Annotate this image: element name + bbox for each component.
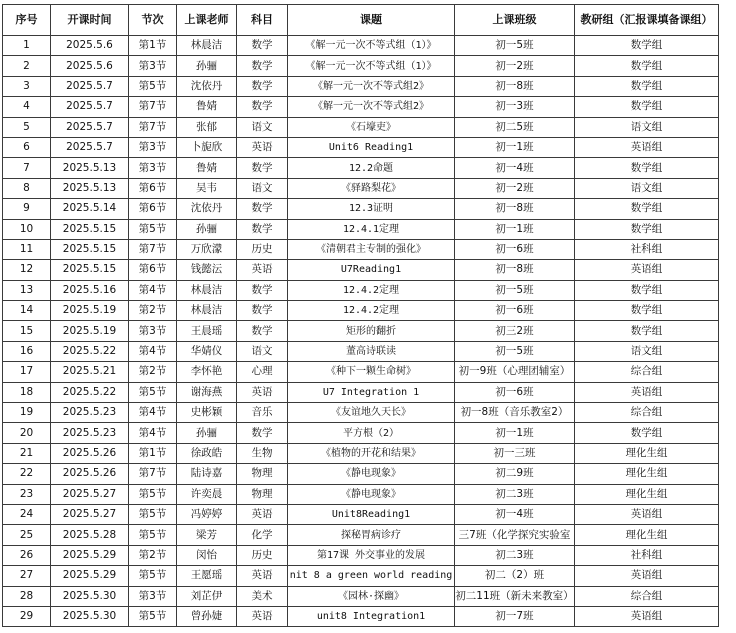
table-row [3, 280, 719, 300]
cell-class[interactable]: 初二9班 [455, 464, 575, 484]
header-cell-group[interactable]: 教研组（汇报课填备课组） [575, 5, 719, 36]
cell-period[interactable]: 第7节 [129, 97, 177, 117]
cell-group[interactable]: 英语组 [575, 137, 719, 157]
cell-index[interactable]: 15 [3, 321, 51, 341]
cell-subject[interactable]: 物理 [237, 484, 288, 504]
cell-teacher[interactable]: 吴韦 [177, 178, 237, 198]
table-row [3, 362, 719, 382]
cell-group[interactable]: 数学组 [575, 76, 719, 96]
cell-class[interactable]: 初一3班 [455, 97, 575, 117]
cell-group[interactable]: 语文组 [575, 341, 719, 361]
cell-teacher[interactable]: 华婧仪 [177, 341, 237, 361]
cell-topic[interactable]: 董高诗联读 [288, 341, 455, 361]
cell-class[interactable]: 初一7班 [455, 606, 575, 626]
table-row [3, 484, 719, 504]
table-body [3, 36, 719, 627]
cell-period[interactable]: 第5节 [129, 566, 177, 586]
schedule-table [2, 4, 719, 627]
cell-index[interactable]: 28 [3, 586, 51, 606]
cell-date[interactable]: 2025.5.30 [51, 606, 129, 626]
cell-date[interactable]: 2025.5.7 [51, 76, 129, 96]
cell-class[interactable]: 初一1班 [455, 423, 575, 443]
cell-topic[interactable]: nit 8 a green world reading [288, 566, 455, 586]
table-row [3, 504, 719, 524]
cell-teacher[interactable]: 卜旎欣 [177, 137, 237, 157]
cell-period[interactable]: 第2节 [129, 545, 177, 565]
cell-index[interactable]: 6 [3, 137, 51, 157]
cell-teacher[interactable]: 王愿瑶 [177, 566, 237, 586]
cell-period[interactable]: 第4节 [129, 280, 177, 300]
cell-teacher[interactable]: 万欣濛 [177, 239, 237, 259]
cell-date[interactable]: 2025.5.22 [51, 341, 129, 361]
cell-index[interactable]: 3 [3, 76, 51, 96]
cell-group[interactable]: 综合组 [575, 586, 719, 606]
cell-teacher[interactable]: 冯婷婷 [177, 504, 237, 524]
cell-group[interactable]: 数学组 [575, 56, 719, 76]
cell-teacher[interactable]: 沈依丹 [177, 199, 237, 219]
cell-index[interactable]: 10 [3, 219, 51, 239]
cell-subject[interactable]: 数学 [237, 97, 288, 117]
cell-date[interactable]: 2025.5.15 [51, 260, 129, 280]
cell-subject[interactable]: 数学 [237, 321, 288, 341]
cell-subject[interactable]: 语文 [237, 117, 288, 137]
cell-subject[interactable]: 英语 [237, 606, 288, 626]
cell-group[interactable]: 数学组 [575, 280, 719, 300]
cell-period[interactable]: 第3节 [129, 137, 177, 157]
cell-date[interactable]: 2025.5.7 [51, 137, 129, 157]
cell-date[interactable]: 2025.5.22 [51, 382, 129, 402]
cell-subject[interactable]: 英语 [237, 382, 288, 402]
cell-index[interactable]: 23 [3, 484, 51, 504]
header-row [3, 5, 719, 36]
cell-index[interactable]: 29 [3, 606, 51, 626]
table-row [3, 321, 719, 341]
cell-group[interactable]: 综合组 [575, 362, 719, 382]
cell-date[interactable]: 2025.5.13 [51, 158, 129, 178]
cell-subject[interactable]: 数学 [237, 199, 288, 219]
cell-group[interactable]: 英语组 [575, 504, 719, 524]
cell-group[interactable]: 语文组 [575, 117, 719, 137]
cell-index[interactable]: 20 [3, 423, 51, 443]
cell-class[interactable]: 初一4班 [455, 158, 575, 178]
cell-topic[interactable]: 平方根（2） [288, 423, 455, 443]
cell-class[interactable]: 初一5班 [455, 280, 575, 300]
spreadsheet [2, 4, 719, 627]
cell-group[interactable]: 数学组 [575, 423, 719, 443]
cell-subject[interactable]: 语文 [237, 341, 288, 361]
cell-topic[interactable]: 12.2命题 [288, 158, 455, 178]
table-row [3, 382, 719, 402]
cell-period[interactable]: 第5节 [129, 484, 177, 504]
cell-index[interactable]: 12 [3, 260, 51, 280]
cell-topic[interactable]: 《静电现象》 [288, 464, 455, 484]
cell-class[interactable]: 初一4班 [455, 504, 575, 524]
cell-period[interactable]: 第1节 [129, 36, 177, 56]
cell-group[interactable]: 数学组 [575, 158, 719, 178]
cell-index[interactable]: 17 [3, 362, 51, 382]
cell-group[interactable]: 数学组 [575, 36, 719, 56]
cell-topic[interactable]: 《解一元一次不等式组2》 [288, 97, 455, 117]
cell-class[interactable]: 初三2班 [455, 321, 575, 341]
cell-period[interactable]: 第3节 [129, 56, 177, 76]
table-row [3, 545, 719, 565]
cell-period[interactable]: 第6节 [129, 178, 177, 198]
cell-subject[interactable]: 生物 [237, 443, 288, 463]
cell-class[interactable]: 初二5班 [455, 117, 575, 137]
cell-period[interactable]: 第7节 [129, 239, 177, 259]
header-cell-topic[interactable]: 课题 [288, 5, 455, 36]
cell-subject[interactable]: 历史 [237, 545, 288, 565]
cell-index[interactable]: 5 [3, 117, 51, 137]
cell-index[interactable]: 8 [3, 178, 51, 198]
cell-subject[interactable]: 英语 [237, 504, 288, 524]
cell-teacher[interactable]: 林晨洁 [177, 280, 237, 300]
cell-period[interactable]: 第5节 [129, 219, 177, 239]
cell-date[interactable]: 2025.5.27 [51, 504, 129, 524]
cell-class[interactable]: 初一6班 [455, 239, 575, 259]
cell-subject[interactable]: 英语 [237, 260, 288, 280]
cell-index[interactable]: 27 [3, 566, 51, 586]
cell-date[interactable]: 2025.5.6 [51, 56, 129, 76]
header-cell-class[interactable]: 上课班级 [455, 5, 575, 36]
cell-index[interactable]: 25 [3, 525, 51, 545]
table-row [3, 219, 719, 239]
table-row [3, 97, 719, 117]
cell-class[interactable]: 初一9班（心理团辅室） [455, 362, 575, 382]
cell-topic[interactable]: 《解一元一次不等式组（1）》 [288, 36, 455, 56]
cell-teacher[interactable]: 谢海燕 [177, 382, 237, 402]
cell-topic[interactable]: 12.4.1定理 [288, 219, 455, 239]
cell-subject[interactable]: 音乐 [237, 403, 288, 423]
table-row [3, 260, 719, 280]
cell-teacher[interactable]: 刘芷伊 [177, 586, 237, 606]
cell-teacher[interactable]: 林晨洁 [177, 36, 237, 56]
cell-date[interactable]: 2025.5.29 [51, 545, 129, 565]
cell-teacher[interactable]: 闵怡 [177, 545, 237, 565]
cell-class[interactable]: 初一6班 [455, 382, 575, 402]
cell-group[interactable]: 语文组 [575, 178, 719, 198]
cell-class[interactable]: 初一5班 [455, 36, 575, 56]
cell-class[interactable]: 初一1班 [455, 219, 575, 239]
cell-index[interactable]: 16 [3, 341, 51, 361]
cell-subject[interactable]: 历史 [237, 239, 288, 259]
cell-period[interactable]: 第3节 [129, 158, 177, 178]
cell-date[interactable]: 2025.5.26 [51, 443, 129, 463]
header-cell-date[interactable]: 开课时间 [51, 5, 129, 36]
cell-teacher[interactable]: 林晨洁 [177, 301, 237, 321]
cell-date[interactable]: 2025.5.15 [51, 219, 129, 239]
cell-index[interactable]: 4 [3, 97, 51, 117]
cell-topic[interactable]: 《解一元一次不等式组（1）》 [288, 56, 455, 76]
cell-topic[interactable]: 《园林·探幽》 [288, 586, 455, 606]
cell-topic[interactable]: 探秘胃病诊疗 [288, 525, 455, 545]
cell-class[interactable]: 初二3班 [455, 545, 575, 565]
table-row [3, 606, 719, 626]
cell-date[interactable]: 2025.5.19 [51, 301, 129, 321]
cell-class[interactable]: 初一三班 [455, 443, 575, 463]
cell-topic[interactable]: 矩形的翻折 [288, 321, 455, 341]
cell-index[interactable]: 22 [3, 464, 51, 484]
cell-teacher[interactable]: 钱懿沄 [177, 260, 237, 280]
cell-teacher[interactable]: 梁芳 [177, 525, 237, 545]
cell-period[interactable]: 第5节 [129, 525, 177, 545]
cell-subject[interactable]: 心理 [237, 362, 288, 382]
cell-period[interactable]: 第6节 [129, 260, 177, 280]
cell-subject[interactable]: 数学 [237, 56, 288, 76]
table-row [3, 586, 719, 606]
cell-subject[interactable]: 英语 [237, 566, 288, 586]
cell-topic[interactable]: 12.4.2定理 [288, 280, 455, 300]
cell-topic[interactable]: 《友谊地久天长》 [288, 403, 455, 423]
cell-teacher[interactable]: 徐政皓 [177, 443, 237, 463]
cell-class[interactable]: 初二（2）班 [455, 566, 575, 586]
cell-date[interactable]: 2025.5.23 [51, 403, 129, 423]
cell-teacher[interactable]: 李怀艳 [177, 362, 237, 382]
cell-topic[interactable]: 12.4.2定理 [288, 301, 455, 321]
table-row [3, 341, 719, 361]
cell-class[interactable]: 初一1班 [455, 137, 575, 157]
cell-class[interactable]: 初二3班 [455, 484, 575, 504]
cell-group[interactable]: 数学组 [575, 199, 719, 219]
cell-subject[interactable]: 美术 [237, 586, 288, 606]
cell-group[interactable]: 英语组 [575, 260, 719, 280]
cell-group[interactable]: 理化生组 [575, 525, 719, 545]
cell-teacher[interactable]: 孙骊 [177, 219, 237, 239]
cell-class[interactable]: 初一8班（音乐教室2） [455, 403, 575, 423]
cell-index[interactable]: 21 [3, 443, 51, 463]
header-cell-index[interactable]: 序号 [3, 5, 51, 36]
cell-topic[interactable]: U7 Integration 1 [288, 382, 455, 402]
cell-topic[interactable]: Unit6 Reading1 [288, 137, 455, 157]
cell-date[interactable]: 2025.5.23 [51, 423, 129, 443]
cell-period[interactable]: 第3节 [129, 586, 177, 606]
cell-index[interactable]: 1 [3, 36, 51, 56]
cell-date[interactable]: 2025.5.28 [51, 525, 129, 545]
table-row [3, 566, 719, 586]
cell-teacher[interactable]: 鲁婧 [177, 158, 237, 178]
table-row [3, 137, 719, 157]
cell-class[interactable]: 初一8班 [455, 76, 575, 96]
cell-period[interactable]: 第7节 [129, 117, 177, 137]
cell-group[interactable]: 数学组 [575, 97, 719, 117]
table-row [3, 158, 719, 178]
cell-period[interactable]: 第2节 [129, 301, 177, 321]
cell-subject[interactable]: 数学 [237, 301, 288, 321]
cell-group[interactable]: 英语组 [575, 606, 719, 626]
cell-period[interactable]: 第4节 [129, 423, 177, 443]
cell-topic[interactable]: 《驿路梨花》 [288, 178, 455, 198]
cell-group[interactable]: 理化生组 [575, 443, 719, 463]
cell-period[interactable]: 第5节 [129, 504, 177, 524]
cell-subject[interactable]: 数学 [237, 280, 288, 300]
cell-class[interactable]: 初一6班 [455, 301, 575, 321]
cell-class[interactable]: 初二11班（新未来教室） [455, 586, 575, 606]
cell-teacher[interactable]: 鲁婧 [177, 97, 237, 117]
cell-date[interactable]: 2025.5.30 [51, 586, 129, 606]
cell-subject[interactable]: 化学 [237, 525, 288, 545]
header-cell-subject[interactable]: 科目 [237, 5, 288, 36]
cell-index[interactable]: 11 [3, 239, 51, 259]
cell-class[interactable]: 初一5班 [455, 341, 575, 361]
cell-date[interactable]: 2025.5.14 [51, 199, 129, 219]
cell-date[interactable]: 2025.5.7 [51, 117, 129, 137]
cell-teacher[interactable]: 孙骊 [177, 56, 237, 76]
cell-class[interactable]: 初一2班 [455, 56, 575, 76]
cell-period[interactable]: 第5节 [129, 76, 177, 96]
table-row [3, 464, 719, 484]
cell-subject[interactable]: 数学 [237, 423, 288, 443]
cell-group[interactable]: 英语组 [575, 382, 719, 402]
cell-teacher[interactable]: 张郁 [177, 117, 237, 137]
cell-teacher[interactable]: 许奕晨 [177, 484, 237, 504]
cell-index[interactable]: 13 [3, 280, 51, 300]
cell-group[interactable]: 理化生组 [575, 464, 719, 484]
cell-group[interactable]: 综合组 [575, 403, 719, 423]
cell-topic[interactable]: 《解一元一次不等式组2》 [288, 76, 455, 96]
cell-period[interactable]: 第4节 [129, 403, 177, 423]
cell-group[interactable]: 英语组 [575, 566, 719, 586]
cell-subject[interactable]: 数学 [237, 36, 288, 56]
cell-teacher[interactable]: 曾孙婕 [177, 606, 237, 626]
cell-period[interactable]: 第2节 [129, 362, 177, 382]
cell-period[interactable]: 第1节 [129, 443, 177, 463]
cell-topic[interactable]: 《种下一颗生命树》 [288, 362, 455, 382]
cell-subject[interactable]: 英语 [237, 137, 288, 157]
table-row [3, 56, 719, 76]
cell-index[interactable]: 26 [3, 545, 51, 565]
cell-index[interactable]: 24 [3, 504, 51, 524]
cell-date[interactable]: 2025.5.13 [51, 178, 129, 198]
cell-topic[interactable]: unit8 Integration1 [288, 606, 455, 626]
cell-teacher[interactable]: 王晨瑶 [177, 321, 237, 341]
table-row [3, 525, 719, 545]
table-row [3, 117, 719, 137]
header-cell-teacher[interactable]: 上课老师 [177, 5, 237, 36]
cell-subject[interactable]: 数学 [237, 76, 288, 96]
cell-class[interactable]: 三7班（化学探究实验室 [455, 525, 575, 545]
cell-date[interactable]: 2025.5.19 [51, 321, 129, 341]
cell-period[interactable]: 第5节 [129, 606, 177, 626]
table-row [3, 199, 719, 219]
cell-subject[interactable]: 物理 [237, 464, 288, 484]
cell-topic[interactable]: Unit8Reading1 [288, 504, 455, 524]
cell-group[interactable]: 数学组 [575, 321, 719, 341]
cell-period[interactable]: 第5节 [129, 382, 177, 402]
cell-group[interactable]: 数学组 [575, 219, 719, 239]
cell-period[interactable]: 第3节 [129, 321, 177, 341]
cell-date[interactable]: 2025.5.26 [51, 464, 129, 484]
table-row [3, 239, 719, 259]
cell-group[interactable]: 社科组 [575, 545, 719, 565]
cell-index[interactable]: 14 [3, 301, 51, 321]
cell-date[interactable]: 2025.5.6 [51, 36, 129, 56]
cell-teacher[interactable]: 陆诗嘉 [177, 464, 237, 484]
cell-subject[interactable]: 数学 [237, 219, 288, 239]
cell-teacher[interactable]: 孙骊 [177, 423, 237, 443]
cell-class[interactable]: 初一8班 [455, 260, 575, 280]
cell-period[interactable]: 第4节 [129, 341, 177, 361]
table-row [3, 76, 719, 96]
cell-topic[interactable]: 《植物的开花和结果》 [288, 443, 455, 463]
cell-date[interactable]: 2025.5.7 [51, 97, 129, 117]
cell-topic[interactable]: 《石壕吏》 [288, 117, 455, 137]
cell-class[interactable]: 初一8班 [455, 199, 575, 219]
cell-topic[interactable]: 《清朝君主专制的强化》 [288, 239, 455, 259]
cell-subject[interactable]: 语文 [237, 178, 288, 198]
cell-topic[interactable]: 第17课 外交事业的发展 [288, 545, 455, 565]
cell-group[interactable]: 数学组 [575, 301, 719, 321]
table-row [3, 423, 719, 443]
cell-teacher[interactable]: 沈依丹 [177, 76, 237, 96]
cell-group[interactable]: 理化生组 [575, 484, 719, 504]
cell-topic[interactable]: 《静电现象》 [288, 484, 455, 504]
table-row [3, 301, 719, 321]
table-row [3, 178, 719, 198]
cell-date[interactable]: 2025.5.16 [51, 280, 129, 300]
cell-index[interactable]: 18 [3, 382, 51, 402]
cell-period[interactable]: 第7节 [129, 464, 177, 484]
cell-teacher[interactable]: 史彬颖 [177, 403, 237, 423]
table-row [3, 36, 719, 56]
cell-class[interactable]: 初一2班 [455, 178, 575, 198]
cell-index[interactable]: 19 [3, 403, 51, 423]
table-row [3, 403, 719, 423]
cell-date[interactable]: 2025.5.27 [51, 484, 129, 504]
cell-index[interactable]: 9 [3, 199, 51, 219]
cell-index[interactable]: 7 [3, 158, 51, 178]
cell-date[interactable]: 2025.5.21 [51, 362, 129, 382]
header-cell-period[interactable]: 节次 [129, 5, 177, 36]
cell-topic[interactable]: U7Reading1 [288, 260, 455, 280]
cell-topic[interactable]: 12.3证明 [288, 199, 455, 219]
cell-period[interactable]: 第6节 [129, 199, 177, 219]
cell-subject[interactable]: 数学 [237, 158, 288, 178]
cell-date[interactable]: 2025.5.15 [51, 239, 129, 259]
cell-group[interactable]: 社科组 [575, 239, 719, 259]
table-row [3, 443, 719, 463]
cell-index[interactable]: 2 [3, 56, 51, 76]
cell-date[interactable]: 2025.5.29 [51, 566, 129, 586]
